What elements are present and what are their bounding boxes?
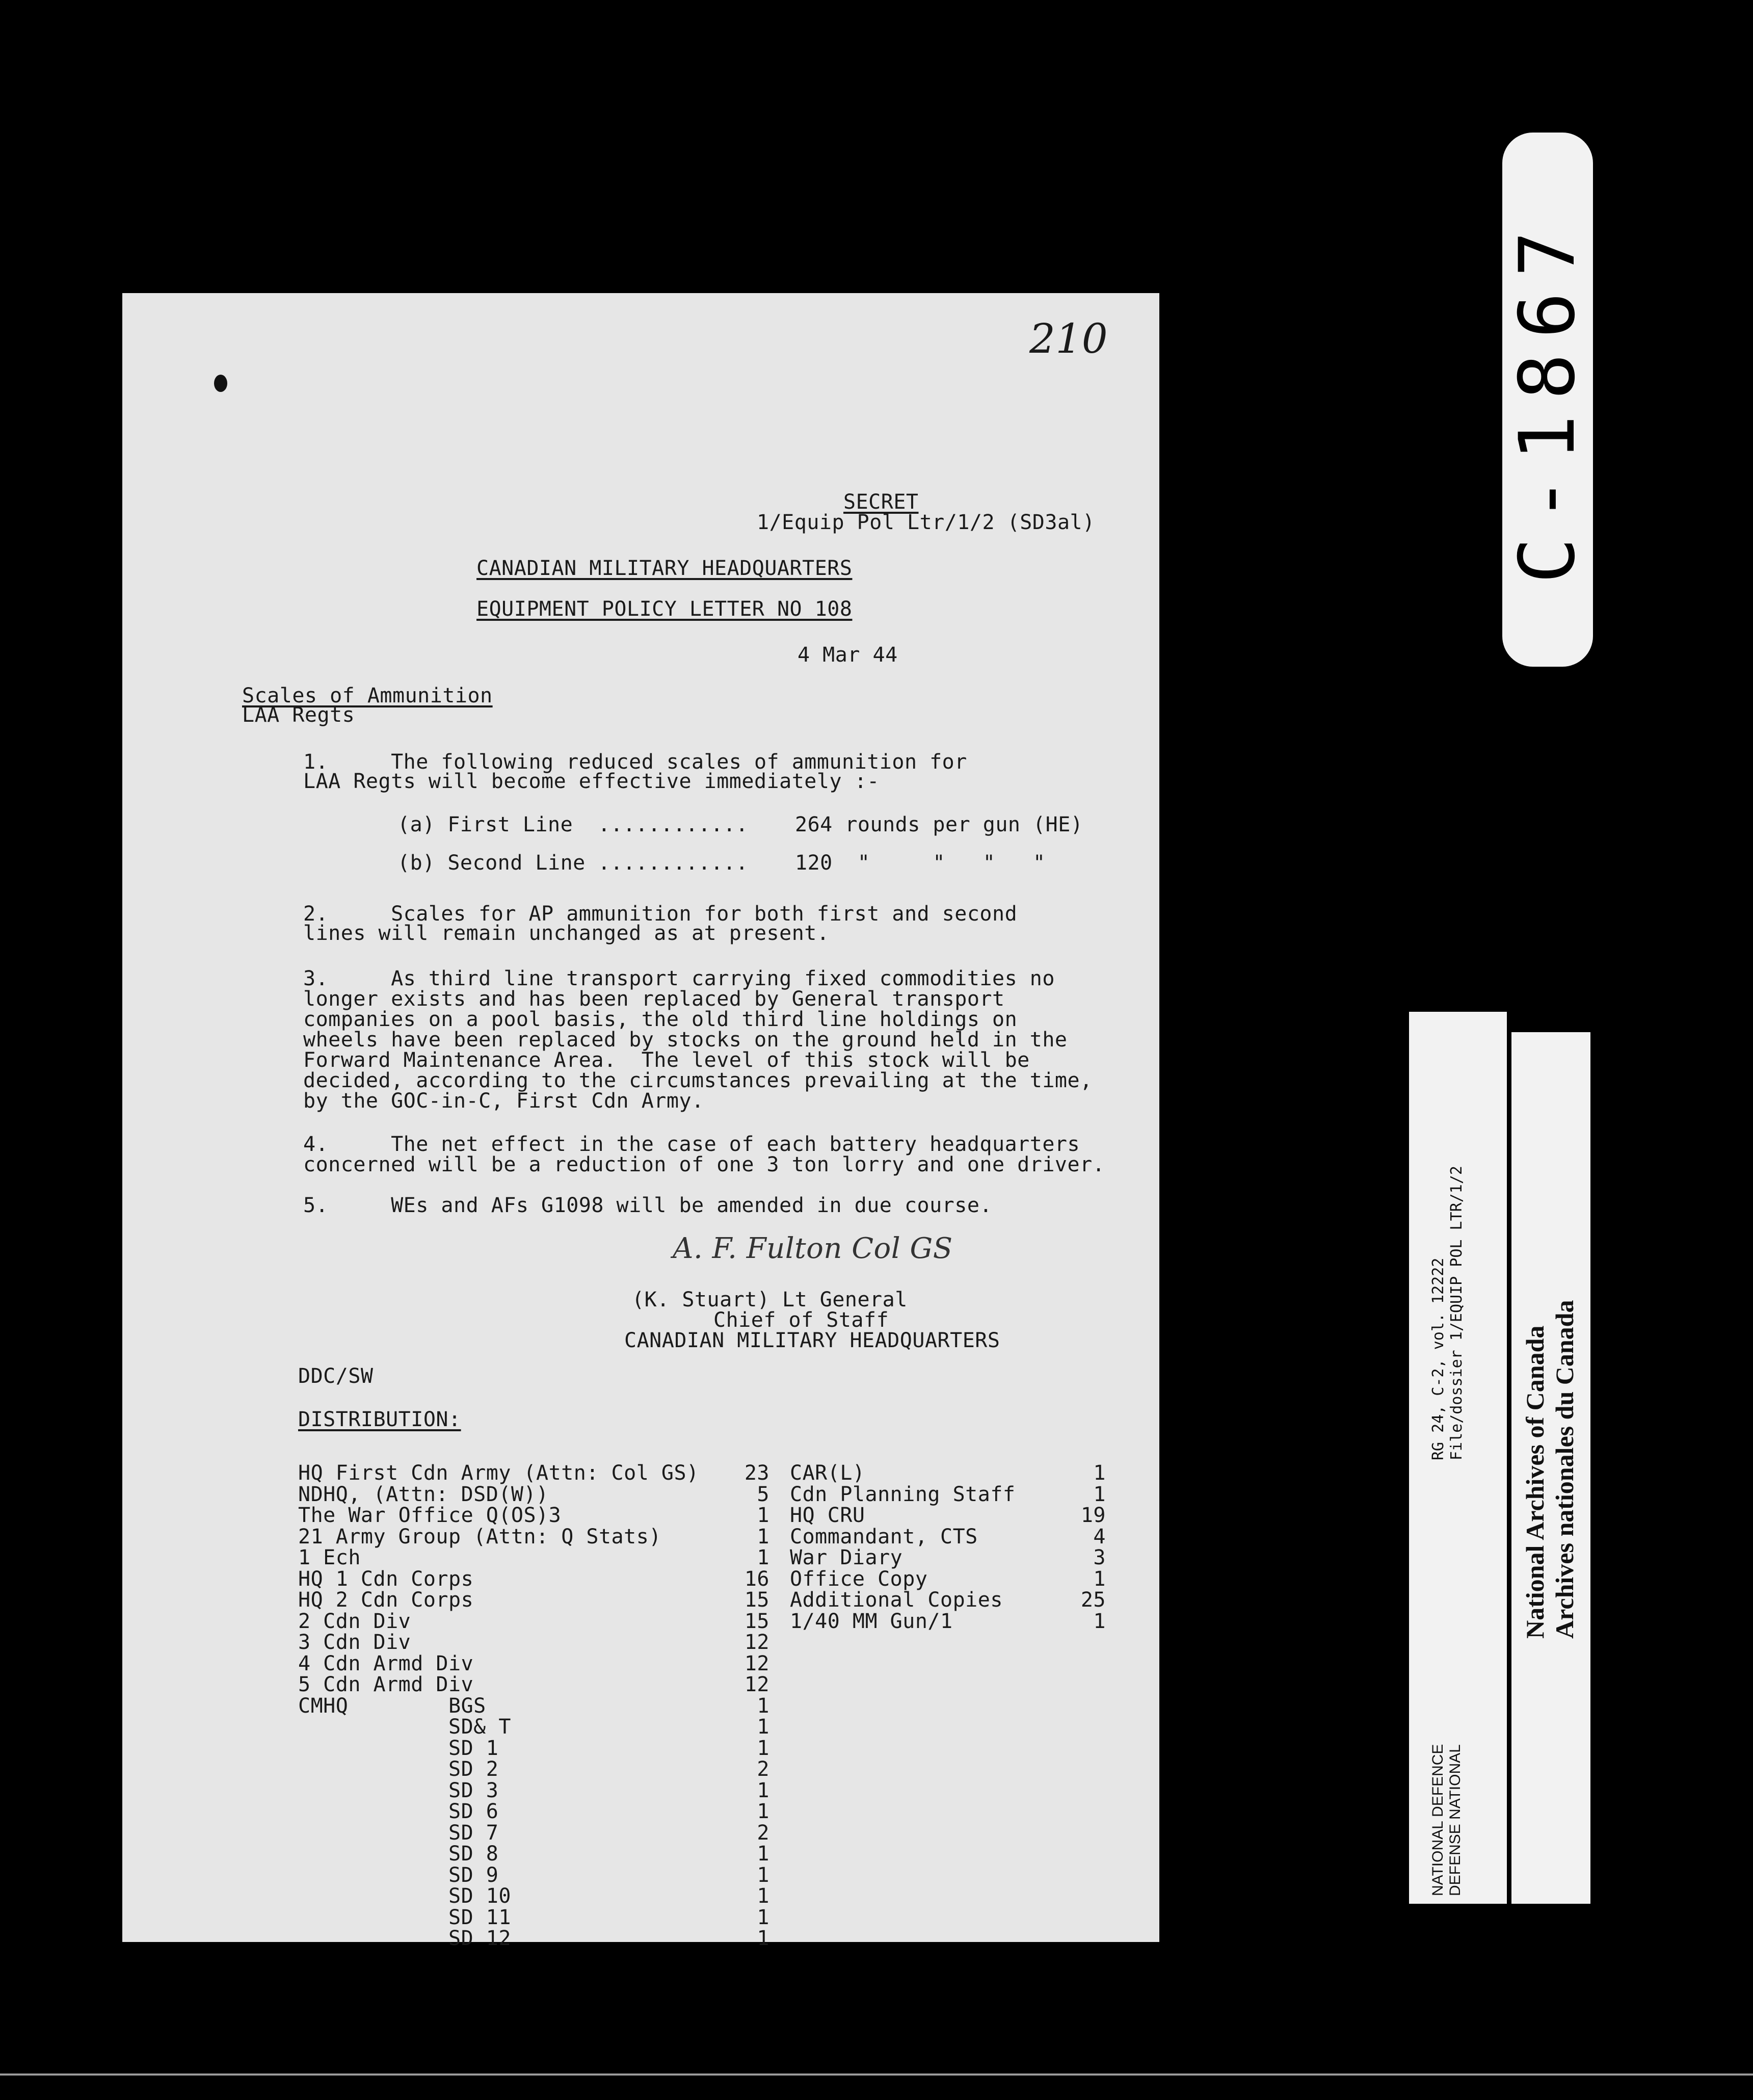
- distribution-recipient: SD 8: [298, 1842, 499, 1866]
- distribution-quantity: 1: [757, 1842, 769, 1866]
- para3-line1: 3. As third line transport carrying fixed commodities no: [303, 967, 1055, 990]
- para4-line2: concerned will be a reduction of one 3 ton lorry and one driver.: [303, 1153, 1105, 1176]
- signatory-title: Chief of Staff: [713, 1308, 889, 1332]
- letter-title: EQUIPMENT POLICY LETTER NO 108: [476, 597, 853, 621]
- distribution-recipient: War Diary: [790, 1546, 903, 1569]
- distribution-quantity: 12: [744, 1673, 769, 1696]
- distribution-recipient: SD 9: [298, 1863, 499, 1887]
- handwritten-page-number: 210: [1029, 315, 1108, 362]
- distribution-recipient: 3 Cdn Div: [298, 1631, 411, 1654]
- distribution-recipient: HQ First Cdn Army (Attn: Col GS): [298, 1461, 699, 1485]
- distribution-recipient: SD 12: [298, 1927, 511, 1950]
- distribution-quantity: 1: [757, 1905, 769, 1929]
- distribution-recipient: Cdn Planning Staff: [790, 1482, 1016, 1506]
- handwritten-signature: A. F. Fulton Col GS: [673, 1232, 953, 1265]
- distribution-recipient: SD 7: [298, 1821, 499, 1845]
- dept-line2: DEFENSE NATIONAL: [1447, 1744, 1464, 1896]
- para3-line6: decided, according to the circumstances prevailing at the time,: [303, 1069, 1093, 1092]
- archive-source-line1: RG 24, C-2, vol. 12222: [1429, 1257, 1447, 1460]
- distribution-quantity: 2: [757, 1821, 769, 1845]
- distribution-recipient: HQ 2 Cdn Corps: [298, 1588, 474, 1612]
- para3-line4: wheels have been replaced by stocks on the ground held in the: [303, 1028, 1068, 1052]
- distribution-recipient: The War Office Q(OS)3: [298, 1504, 562, 1527]
- film-edge-line: [0, 2073, 1753, 2076]
- distribution-quantity: 3: [1093, 1546, 1106, 1569]
- distribution-quantity: 1: [757, 1927, 769, 1950]
- distribution-quantity: 1: [757, 1504, 769, 1527]
- distribution-recipient: 4 Cdn Armd Div: [298, 1651, 474, 1675]
- scale-b-label: (b) Second Line ............: [397, 851, 749, 875]
- subject-line2: LAA Regts: [242, 703, 355, 727]
- subject-line1: Scales of Ammunition: [242, 684, 493, 707]
- distribution-recipient: SD 2: [298, 1757, 499, 1781]
- distribution-recipient: CAR(L): [790, 1461, 865, 1485]
- archives-name-fr: Archives nationales du Canada: [1550, 1300, 1579, 1639]
- distribution-quantity: 19: [1080, 1504, 1106, 1527]
- signatory-name: (K. Stuart) Lt General: [632, 1288, 908, 1311]
- para3-line2: longer exists and has been replaced by General transport: [303, 987, 1005, 1011]
- distribution-recipient: SD 11: [298, 1905, 511, 1929]
- distribution-quantity: 5: [757, 1482, 769, 1506]
- para5-line1: 5. WEs and AFs G1098 will be amended in due course.: [303, 1194, 993, 1217]
- reel-number: C-1867: [1503, 216, 1592, 584]
- distribution-recipient: SD 1: [298, 1736, 499, 1760]
- distribution-quantity: 1: [757, 1546, 769, 1569]
- distribution-quantity: 1: [757, 1736, 769, 1760]
- reference: 1/Equip Pol Ltr/1/2 (SD3al): [757, 511, 1095, 534]
- distribution-quantity: 1: [1093, 1567, 1106, 1591]
- para1-line1: 1. The following reduced scales of ammunition for: [303, 750, 967, 774]
- distribution-quantity: 1: [757, 1884, 769, 1908]
- distribution-recipient: HQ CRU: [790, 1504, 865, 1527]
- distribution-heading: DISTRIBUTION:: [298, 1408, 461, 1431]
- ddc-reference: DDC/SW: [298, 1364, 374, 1388]
- archive-label-strip-right: [1511, 1032, 1590, 1904]
- distribution-recipient: CMHQ BGS: [298, 1694, 486, 1718]
- document-page: [122, 293, 1159, 1950]
- distribution-recipient: 1 Ech: [298, 1546, 361, 1569]
- distribution-recipient: NDHQ, (Attn: DSD(W)): [298, 1482, 549, 1506]
- distribution-quantity: 2: [757, 1757, 769, 1781]
- para1-line2: LAA Regts will become effective immediately :-: [303, 770, 880, 793]
- distribution-quantity: 15: [744, 1609, 769, 1633]
- reel-number-label: [1502, 133, 1593, 667]
- distribution-quantity: 16: [744, 1567, 769, 1591]
- distribution-recipient: Commandant, CTS: [790, 1525, 978, 1548]
- distribution-quantity: 1: [1093, 1461, 1106, 1485]
- distribution-quantity: 1: [757, 1525, 769, 1548]
- classification: SECRET: [843, 490, 919, 514]
- distribution-quantity: 12: [744, 1631, 769, 1654]
- distribution-quantity: 1: [757, 1715, 769, 1739]
- distribution-quantity: 1: [1093, 1482, 1106, 1506]
- headquarters-heading: CANADIAN MILITARY HEADQUARTERS: [476, 557, 853, 580]
- distribution-quantity: 1: [757, 1778, 769, 1802]
- distribution-recipient: 1/40 MM Gun/1: [790, 1609, 953, 1633]
- distribution-quantity: 12: [744, 1651, 769, 1675]
- distribution-quantity: 25: [1080, 1588, 1106, 1612]
- para4-line1: 4. The net effect in the case of each battery headquarters: [303, 1133, 1080, 1156]
- scale-b-value: 120 " " " ": [795, 851, 1046, 875]
- para3-line3: companies on a pool basis, the old third line holdings on: [303, 1008, 1018, 1031]
- archive-source-line2: File/dossier 1/EQUIP POL LTR/1/2: [1448, 1166, 1466, 1460]
- para3-line5: Forward Maintenance Area. The level of this stock will be: [303, 1048, 1030, 1072]
- distribution-recipient: HQ 1 Cdn Corps: [298, 1567, 474, 1591]
- distribution-quantity: 1: [1093, 1609, 1106, 1633]
- distribution-quantity: 1: [757, 1863, 769, 1887]
- distribution-recipient: SD 10: [298, 1884, 511, 1908]
- distribution-quantity: 4: [1093, 1525, 1106, 1548]
- distribution-quantity: 1: [757, 1800, 769, 1823]
- archive-label-strip-left: [1409, 1012, 1507, 1904]
- distribution-quantity: 1: [757, 1694, 769, 1718]
- scale-a-label: (a) First Line ............: [397, 813, 749, 836]
- scale-a-value: 264 rounds per gun (HE): [795, 813, 1083, 836]
- distribution-recipient: SD& T: [298, 1715, 511, 1739]
- signatory-org: CANADIAN MILITARY HEADQUARTERS: [624, 1329, 1000, 1352]
- para3-line7: by the GOC-in-C, First Cdn Army.: [303, 1089, 704, 1113]
- distribution-recipient: Office Copy: [790, 1567, 928, 1591]
- distribution-recipient: SD 3: [298, 1778, 499, 1802]
- distribution-recipient: 5 Cdn Armd Div: [298, 1673, 474, 1696]
- distribution-recipient: Additional Copies: [790, 1588, 1003, 1612]
- punch-hole-mark: [214, 375, 227, 392]
- distribution-recipient: SD 6: [298, 1800, 499, 1823]
- para2-line1: 2. Scales for AP ammunition for both first and second: [303, 902, 1018, 926]
- distribution-recipient: 21 Army Group (Attn: Q Stats): [298, 1525, 661, 1548]
- dept-line1: NATIONAL DEFENCE: [1429, 1744, 1446, 1896]
- para2-line2: lines will remain unchanged as at present.: [303, 922, 830, 945]
- distribution-quantity: 15: [744, 1588, 769, 1612]
- letter-date: 4 Mar 44: [798, 643, 898, 667]
- archives-name-en: National Archives of Canada: [1521, 1325, 1549, 1639]
- distribution-quantity: 23: [744, 1461, 769, 1485]
- distribution-recipient: 2 Cdn Div: [298, 1609, 411, 1633]
